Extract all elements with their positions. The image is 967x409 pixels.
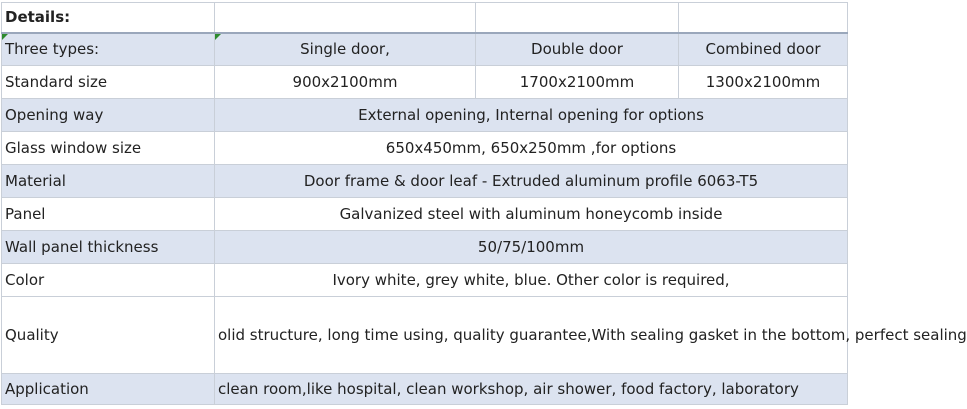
row-label-opening-way: Opening way [2, 99, 215, 132]
table-row [2, 297, 848, 374]
row-label-quality: Quality [2, 297, 215, 374]
header-empty-cell [679, 3, 848, 33]
details-table [1, 2, 967, 405]
header-empty-cell [215, 3, 476, 33]
row-label-glass-window: Glass window size [2, 132, 215, 165]
cell-double-door: Double door [476, 33, 679, 66]
cell-double-size: 1700x2100mm [476, 66, 679, 99]
cell-single-size: 900x2100mm [215, 66, 476, 99]
cell-glass-window: 650x450mm, 650x250mm ,for options [215, 132, 848, 165]
cell-opening-way: External opening, Internal opening for options [215, 99, 848, 132]
table-row [2, 66, 848, 99]
row-label-panel: Panel [2, 198, 215, 231]
table-header-row [2, 3, 848, 33]
row-label-color: Color [2, 264, 215, 297]
table-row [2, 33, 848, 66]
row-label-standard-size: Standard size [2, 66, 215, 99]
cell-material: Door frame & door leaf - Extruded aluminum profile 6063-T5 [215, 165, 848, 198]
table-row [2, 198, 848, 231]
header-empty-cell [476, 3, 679, 33]
cell-panel: Galvanized steel with aluminum honeycomb inside [215, 198, 848, 231]
table-row [2, 231, 848, 264]
cell-combined-door: Combined door [679, 33, 848, 66]
details-title: Details: [2, 3, 215, 33]
cell-single-door: Single door, [215, 33, 476, 66]
table-row [2, 99, 848, 132]
cell-quality: olid structure, long time using, quality guarantee,With sealing gasket in the bottom, perfect sealing [215, 297, 848, 374]
row-label-types: Three types: [2, 33, 215, 66]
row-label-application: Application [2, 374, 215, 405]
table-row [2, 132, 848, 165]
row-label-material: Material [2, 165, 215, 198]
table-row [2, 264, 848, 297]
table-row [2, 165, 848, 198]
cell-wall-panel-thickness: 50/75/100mm [215, 231, 848, 264]
table-row [2, 374, 848, 405]
cell-color: Ivory white, grey white, blue. Other color is required, [215, 264, 848, 297]
row-label-wall-panel-thickness: Wall panel thickness [2, 231, 215, 264]
cell-combined-size: 1300x2100mm [679, 66, 848, 99]
cell-application: clean room,like hospital, clean workshop, air shower, food factory, laboratory [215, 374, 848, 405]
